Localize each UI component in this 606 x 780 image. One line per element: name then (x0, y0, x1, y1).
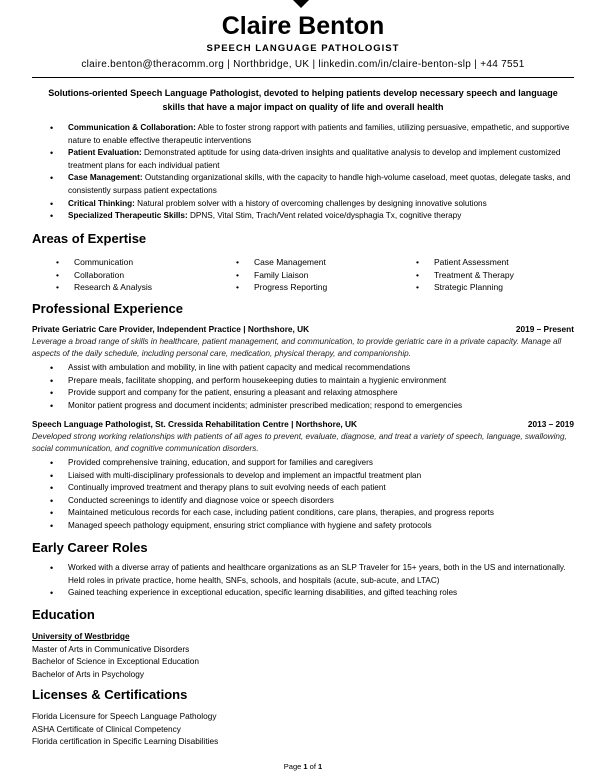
degree: Bachelor of Science in Exceptional Education (32, 656, 199, 666)
list-item: • Provided comprehensive training, education, and support for families and caregivers (68, 457, 568, 470)
list-item: • Patient Assessment (434, 256, 514, 269)
list-item: • Family Liaison (254, 269, 327, 282)
list-item: • Managed speech pathology equipment, ensuring strict compliance with hygiene and safety protocols (68, 520, 568, 533)
list-item (68, 198, 578, 211)
list-item (68, 147, 578, 172)
job-dates: 2019 – Present (515, 324, 574, 334)
summary-item-label: Critical Thinking: (68, 198, 135, 208)
job-dates: 2013 – 2019 (527, 419, 574, 429)
section-title-education: Education (32, 607, 95, 622)
list-item: • Treatment & Therapy (434, 269, 514, 282)
job-header (32, 324, 574, 334)
job-title: Speech Language Pathologist, St. Cressida Rehabilitation Centre | Northshore, UK (32, 419, 358, 429)
list-item (68, 172, 578, 197)
job-description: Developed strong working relationships with patients of all ages to prevent, evaluate, diagnose, and treat a variety of speech, language, swallowing, social communication, and cognitive communication disorders. (32, 432, 567, 453)
summary-item-label: Communication & Collaboration: (68, 123, 196, 132)
job-description: Leverage a broad range of skills in healthcare, patient management, and communication, to provide geriatric care in a private capacity. Manage all aspects of the daily schedule, including personal care, medication, physical therapy, and companionship. (32, 337, 562, 358)
job-title: Private Geriatric Care Provider, Independent Practice | Northshore, UK (32, 324, 310, 334)
candidate-role: SPEECH LANGUAGE PATHOLOGIST (206, 43, 400, 54)
license-item: Florida certification in Specific Learning Disabilities (32, 736, 219, 746)
summary-item-text: DPNS, Vital Stim, Trach/Vent related voice/dysphagia Tx, cognitive therapy (187, 211, 462, 221)
expertise-column-2 (254, 256, 327, 294)
job-bullets (68, 457, 568, 533)
list-item: • Strategic Planning (434, 281, 514, 294)
summary-headline: Solutions-oriented Speech Language Pathologist, devoted to helping patients develop necessary speech and language skills that have a major impact on quality of life and overall health (48, 88, 558, 112)
list-item: • Case Management (254, 256, 327, 269)
summary-item-text: Outstanding organizational skills, with the capacity to handle high-volume caseload, meet quotas, delegate tasks, and consistently surpass patient expectations (68, 173, 571, 195)
header-divider (32, 77, 574, 78)
page-current: 1 (303, 762, 308, 771)
summary-item-text: Able to foster strong rapport with patients and families, utilizing persuasive, empathetic, and supportive nature to enable effective therapeutic interventions (68, 123, 570, 145)
list-item: • Progress Reporting (254, 281, 327, 294)
licenses-block (32, 710, 218, 748)
list-item (68, 122, 578, 147)
expertise-column-1 (74, 256, 152, 294)
summary-item-label: Case Management: (68, 173, 143, 183)
license-item: ASHA Certificate of Clinical Competency (32, 723, 181, 734)
summary-item-text: Natural problem solver with a history of overcoming challenges by designing innovative solutions (134, 198, 487, 208)
section-title-early-career: Early Career Roles (32, 540, 148, 555)
job-bullets (68, 362, 568, 412)
page-footer (0, 762, 606, 771)
list-item: • Liaised with multi-disciplinary professionals to develop and implement an impactful treatment plan (68, 470, 568, 483)
license-item: Florida Licensure for Speech Language Pathology (32, 711, 217, 721)
list-item: • Assist with ambulation and mobility, in line with patient capacity and medical recommendations (68, 362, 568, 375)
job-header (32, 419, 574, 429)
list-item: • Monitor patient progress and document incidents; administer prescribed medication; respond to emergencies (68, 400, 568, 413)
degree: Master of Arts in Communicative Disorders (32, 643, 190, 654)
page-total: 1 (318, 762, 323, 771)
school-name: University of Westbridge (32, 631, 130, 641)
list-item (68, 210, 578, 223)
education-block (32, 630, 199, 680)
list-item: • Continually improved treatment and therapy plans to suit evolving needs of each patient (68, 482, 568, 495)
list-item: • Gained teaching experience in exceptional education, specific learning disabilities, and gifted teaching roles (68, 587, 568, 600)
section-title-expertise: Areas of Expertise (32, 231, 147, 246)
expertise-column-3 (434, 256, 514, 294)
candidate-name: Claire Benton (221, 12, 385, 40)
contact-line: claire.benton@theracomm.org | Northbridge, UK | linkedin.com/in/claire-benton-slp | +44 7551 (81, 59, 525, 70)
early-career-bullets (68, 562, 568, 600)
list-item: • Conducted screenings to identify and diagnose voice or speech disorders (68, 495, 568, 508)
page-label: Page (283, 762, 304, 771)
summary-list (68, 122, 578, 223)
list-item: • Collaboration (74, 269, 152, 282)
summary-item-text: Demonstrated aptitude for using data-driven insights and qualitative analysis to develop and implement customized treatment plans for each individual patient (68, 148, 561, 170)
list-item: • Provide support and company for the patient, ensuring a pleasant and relaxing atmosphere (68, 387, 568, 400)
summary-item-label: Patient Evaluation: (68, 148, 142, 158)
caret-down-icon (293, 0, 309, 8)
section-title-experience: Professional Experience (32, 301, 184, 316)
list-item: • Maintained meticulous records for each case, including patient conditions, care plans, therapies, and progress reports (68, 507, 568, 520)
list-item: • Communication (74, 256, 152, 269)
section-title-licenses: Licenses & Certifications (32, 687, 188, 702)
list-item: • Prepare meals, facilitate shopping, and perform housekeeping duties to maintain a hygienic environment (68, 375, 568, 388)
list-item: • Research & Analysis (74, 281, 152, 294)
list-item: • Worked with a diverse array of patients and healthcare organizations as an SLP Traveler for 15+ years, both in the US and internationally. Held roles in private practice, home health, SNFs, schools, and hospitals (acute, sub-acute, and LTAC) (68, 562, 568, 587)
page-of-label: of (307, 762, 319, 771)
degree: Bachelor of Arts in Psychology (32, 668, 145, 679)
summary-item-label: Specialized Therapeutic Skills: (68, 211, 188, 221)
